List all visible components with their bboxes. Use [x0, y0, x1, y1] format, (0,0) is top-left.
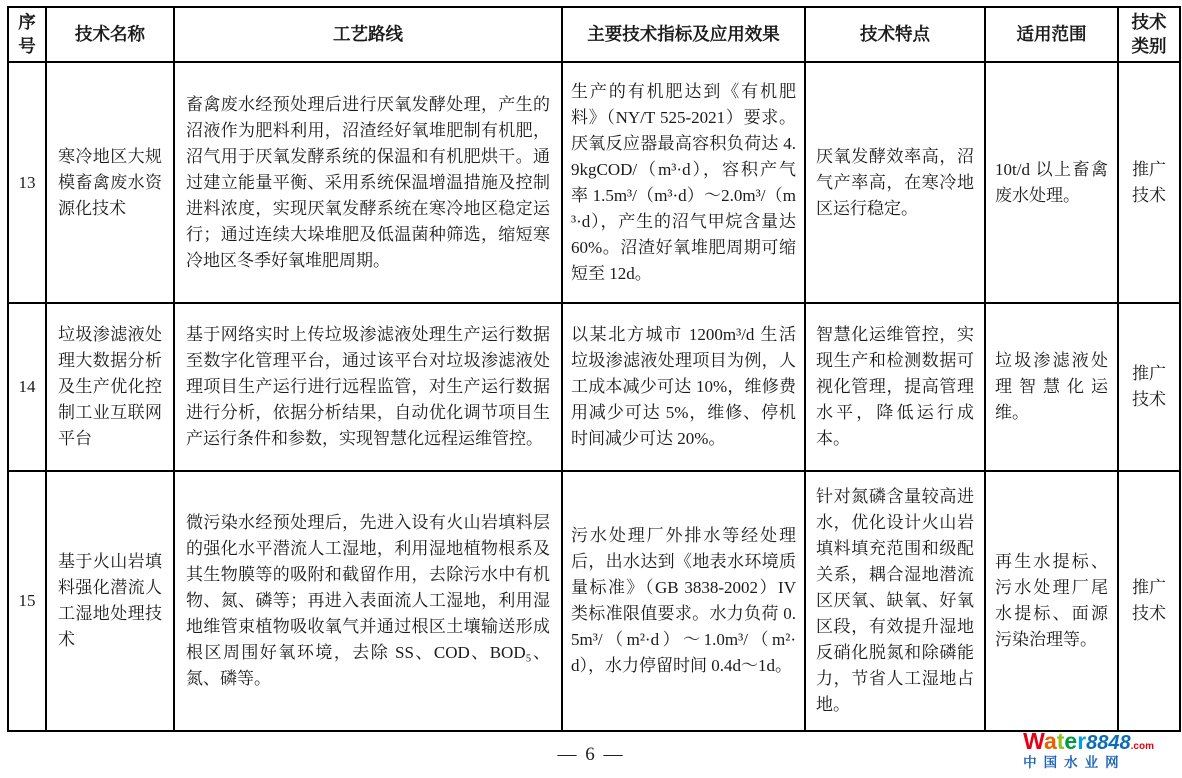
col-header-indicators: 主要技术指标及应用效果	[562, 7, 805, 62]
col-header-category: 技术类别	[1118, 7, 1180, 62]
table-header-row	[8, 7, 1180, 62]
row14-scope: 垃圾渗滤液处理智慧化运维。	[985, 303, 1118, 471]
logo-number-8848: 8848	[1086, 732, 1131, 754]
row14-indicators: 以某北方城市 1200m³/d 生活垃圾渗滤液处理项目为例，人工成本减少可达 10%，维修费用减少可达 5%，维修、停机时间减少可达 20%。	[562, 303, 805, 471]
row15-name: 基于火山岩填料强化潜流人工湿地处理技术	[46, 471, 174, 731]
page-number: — 6 —	[557, 744, 625, 765]
water8848-logo	[1023, 729, 1154, 770]
row13-name: 寒冷地区大规模畜禽废水资源化技术	[46, 62, 174, 303]
row15-category: 推广技术	[1118, 471, 1180, 731]
col-header-scope: 适用范围	[985, 7, 1118, 62]
row13-route: 畜禽废水经预处理后进行厌氧发酵处理，产生的沼液作为肥料利用，沼渣经好氧堆肥制有机肥，沼气用于厌氧发酵系统的保温和有机肥烘干。通过建立能量平衡、采用系统保温增温措施及控制进料浓度，实现厌氧发酵系统在寒冷地区稳定运行；通过连续大垛堆肥及低温菌种筛选，缩短寒冷地区冬季好氧堆肥周期。	[174, 62, 562, 303]
row14-name: 垃圾渗滤液处理大数据分析及生产优化控制工业互联网平台	[46, 303, 174, 471]
row15-scope: 再生水提标、污水处理厂尾水提标、面源污染治理等。	[985, 471, 1118, 731]
table-row-15	[8, 471, 1180, 731]
logo-chinese-name: 中国水业网	[1023, 755, 1126, 770]
row14-category: 推广技术	[1118, 303, 1180, 471]
table-row-13	[8, 62, 1180, 303]
technology-catalog-table	[7, 6, 1181, 732]
logo-letter-t: t	[1056, 728, 1065, 754]
row13-no: 13	[8, 62, 46, 303]
logo-letter-r: r	[1077, 728, 1087, 754]
logo-letter-e: e	[1064, 728, 1078, 754]
row13-features: 厌氧发酵效率高，沼气产率高，在寒冷地区运行稳定。	[805, 62, 985, 303]
col-header-name: 技术名称	[46, 7, 174, 62]
water8848-wordmark	[1023, 729, 1154, 754]
table-row-14	[8, 303, 1180, 471]
col-header-features: 技术特点	[805, 7, 985, 62]
row14-features: 智慧化运维管控，实现生产和检测数据可视化管理，提高管理水平，降低运行成本。	[805, 303, 985, 471]
row13-indicators: 生产的有机肥达到《有机肥料》（NY/T 525-2021）要求。厌氧反应器最高容积负荷达 4.9kgCOD/（m³·d），容积产气率 1.5m³/（m³·d）～2.0m³/（m³·d），产生的沼气甲烷含量达 60%。沼渣好氧堆肥周期可缩短至 12d。	[562, 62, 805, 303]
col-header-route: 工艺路线	[174, 7, 562, 62]
row15-indicators: 污水处理厂外排水等经处理后，出水达到《地表水环境质量标准》（GB 3838-2002）IV 类标准限值要求。水力负荷 0.5m³/（m²·d）～1.0m³/（m²·d），水力停留时间 0.4d～1d。	[562, 471, 805, 731]
row13-category: 推广技术	[1118, 62, 1180, 303]
row14-no: 14	[8, 303, 46, 471]
row14-route: 基于网络实时上传垃圾渗滤液处理生产运行数据至数字化管理平台，通过该平台对垃圾渗滤液处理项目生产运行进行远程监管，对生产运行数据进行分析，依据分析结果，自动优化调节项目生产运行条件和参数，实现智慧化远程运维管控。	[174, 303, 562, 471]
row15-no: 15	[8, 471, 46, 731]
row13-scope: 10t/d 以上畜禽废水处理。	[985, 62, 1118, 303]
row15-features: 针对氮磷含量较高进水，优化设计火山岩填料填充范围和级配关系，耦合湿地潜流区厌氧、缺氧、好氧区段，有效提升湿地反硝化脱氮和除磷能力，节省人工湿地占地。	[805, 471, 985, 731]
col-header-no: 序号	[8, 7, 46, 62]
row15-route: 微污染水经预处理后，先进入设有火山岩填料层的强化水平潜流人工湿地，利用湿地植物根系及其生物膜等的吸附和截留作用，去除污水中有机物、氮、磷等；再进入表面流人工湿地，利用湿地维管束植物吸收氧气并通过根区土壤输送形成根区周围好氧环境，去除 SS、COD、BOD₅、氮、磷等。	[174, 471, 562, 731]
logo-dotcom: .com	[1130, 741, 1154, 752]
logo-letter-a: a	[1043, 728, 1057, 754]
logo-letter-w: W	[1023, 728, 1044, 754]
